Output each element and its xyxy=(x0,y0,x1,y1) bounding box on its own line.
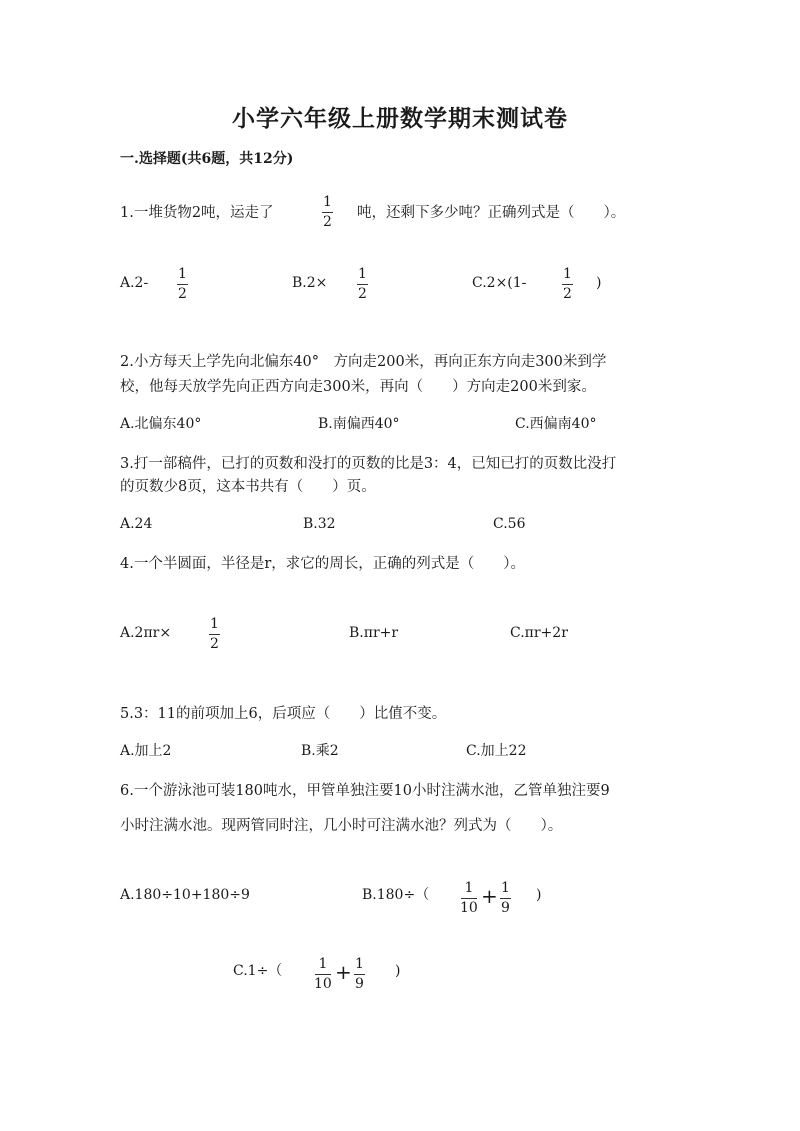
fraction-num: 1 xyxy=(464,880,474,896)
q4-option-b: B.πr+r xyxy=(349,625,399,641)
fraction-den: 2 xyxy=(210,636,219,652)
fraction-num: 1 xyxy=(318,956,328,972)
section-heading: 一.选择题(共6题，共12分) xyxy=(120,151,294,167)
fraction-den: 10 xyxy=(314,976,332,992)
fraction-bar xyxy=(209,634,220,635)
q1-option-c-fraction xyxy=(562,266,573,302)
plus-sign: + xyxy=(335,960,352,984)
q5-option-b: B.乘2 xyxy=(301,743,339,759)
q2-option-c: C.西偏南40° xyxy=(515,416,597,432)
fraction-den: 2 xyxy=(358,286,367,302)
q1-text-b: 吨，还剩下多少吨？正确列式是（ ）。 xyxy=(357,205,626,221)
q6-option-c: C.1÷（ xyxy=(233,963,283,979)
q6-option-c-end: ) xyxy=(395,963,401,979)
q2-line1: 2.小方每天上学先向北偏东40° 方向走200米，再向正东方向走300米到学 xyxy=(120,354,607,370)
q6-line1: 6.一个游泳池可装180吨水，甲管单独注要10小时注满水池，乙管单独注要9 xyxy=(120,783,610,799)
page-title: 小学六年级上册数学期末测试卷 xyxy=(232,105,568,132)
q6-option-b-end: ) xyxy=(536,887,542,903)
fraction-bar xyxy=(315,974,331,975)
q3-line1: 3.打一部稿件，已打的页数和没打的页数的比是3：4，已知已打的页数比没打 xyxy=(120,456,617,472)
q3-option-a: A.24 xyxy=(120,516,153,532)
q1-fraction-den: 2 xyxy=(323,214,332,230)
q6-option-c-fraction-1 xyxy=(314,956,332,992)
fraction-bar xyxy=(562,284,573,285)
q1-fraction-num: 1 xyxy=(323,194,332,210)
plus-sign: + xyxy=(481,884,498,908)
q1-option-a-fraction xyxy=(177,266,188,302)
q4-option-a: A.2πr× xyxy=(120,625,172,641)
fraction-den: 9 xyxy=(355,976,364,992)
fraction-bar xyxy=(177,284,188,285)
q1-option-c: C.2×(1- xyxy=(472,275,527,291)
q2-option-b: B.南偏西40° xyxy=(318,416,400,432)
fraction-bar xyxy=(461,898,477,899)
fraction-den: 9 xyxy=(501,900,510,916)
q2-line2: 校，他每天放学先向正西方向走300米，再向（ ）方向走200米到家。 xyxy=(120,379,596,395)
q4-option-a-fraction xyxy=(209,616,220,652)
fraction-num: 1 xyxy=(210,616,219,632)
q6-option-a: A.180÷10+180÷9 xyxy=(120,887,250,903)
fraction-num: 1 xyxy=(563,266,572,282)
fraction-num: 1 xyxy=(178,266,187,282)
fraction-num: 1 xyxy=(355,956,364,972)
q1-text-a: 1.一堆货物2吨，运走了 xyxy=(120,205,274,221)
fraction-bar xyxy=(354,974,365,975)
fraction-den: 10 xyxy=(460,900,478,916)
q3-line2: 的页数少8页，这本书共有（ ）页。 xyxy=(120,479,376,495)
q2-option-a: A.北偏东40° xyxy=(120,416,202,432)
fraction-den: 2 xyxy=(563,286,572,302)
q1-fraction xyxy=(322,194,333,230)
q6-option-b-fraction-1 xyxy=(460,880,478,916)
q3-option-c: C.56 xyxy=(493,516,526,532)
fraction-den: 2 xyxy=(178,286,187,302)
q1-option-c-end: ) xyxy=(596,275,602,291)
q1-option-b: B.2× xyxy=(292,275,328,291)
fraction-bar xyxy=(500,898,511,899)
fraction-num: 1 xyxy=(501,880,510,896)
fraction-bar xyxy=(322,212,333,213)
q6-option-b-fraction-2 xyxy=(500,880,511,916)
q3-option-b: B.32 xyxy=(303,516,336,532)
q6-option-c-fraction-2 xyxy=(354,956,365,992)
q5-line1: 5.3：11的前项加上6，后项应（ ）比值不变。 xyxy=(120,706,447,722)
q4-option-c: C.πr+2r xyxy=(510,625,568,641)
q5-option-a: A.加上2 xyxy=(120,743,172,759)
q1-option-a: A.2- xyxy=(120,275,149,291)
fraction-num: 1 xyxy=(358,266,367,282)
q6-line2: 小时注满水池。现两管同时注，几小时可注满水池？列式为（ ）。 xyxy=(120,818,563,834)
q4-line1: 4.一个半圆面，半径是r，求它的周长，正确的列式是（ ）。 xyxy=(120,556,526,572)
fraction-bar xyxy=(357,284,368,285)
q1-option-b-fraction xyxy=(357,266,368,302)
q6-option-b: B.180÷（ xyxy=(362,887,430,903)
q5-option-c: C.加上22 xyxy=(466,743,527,759)
